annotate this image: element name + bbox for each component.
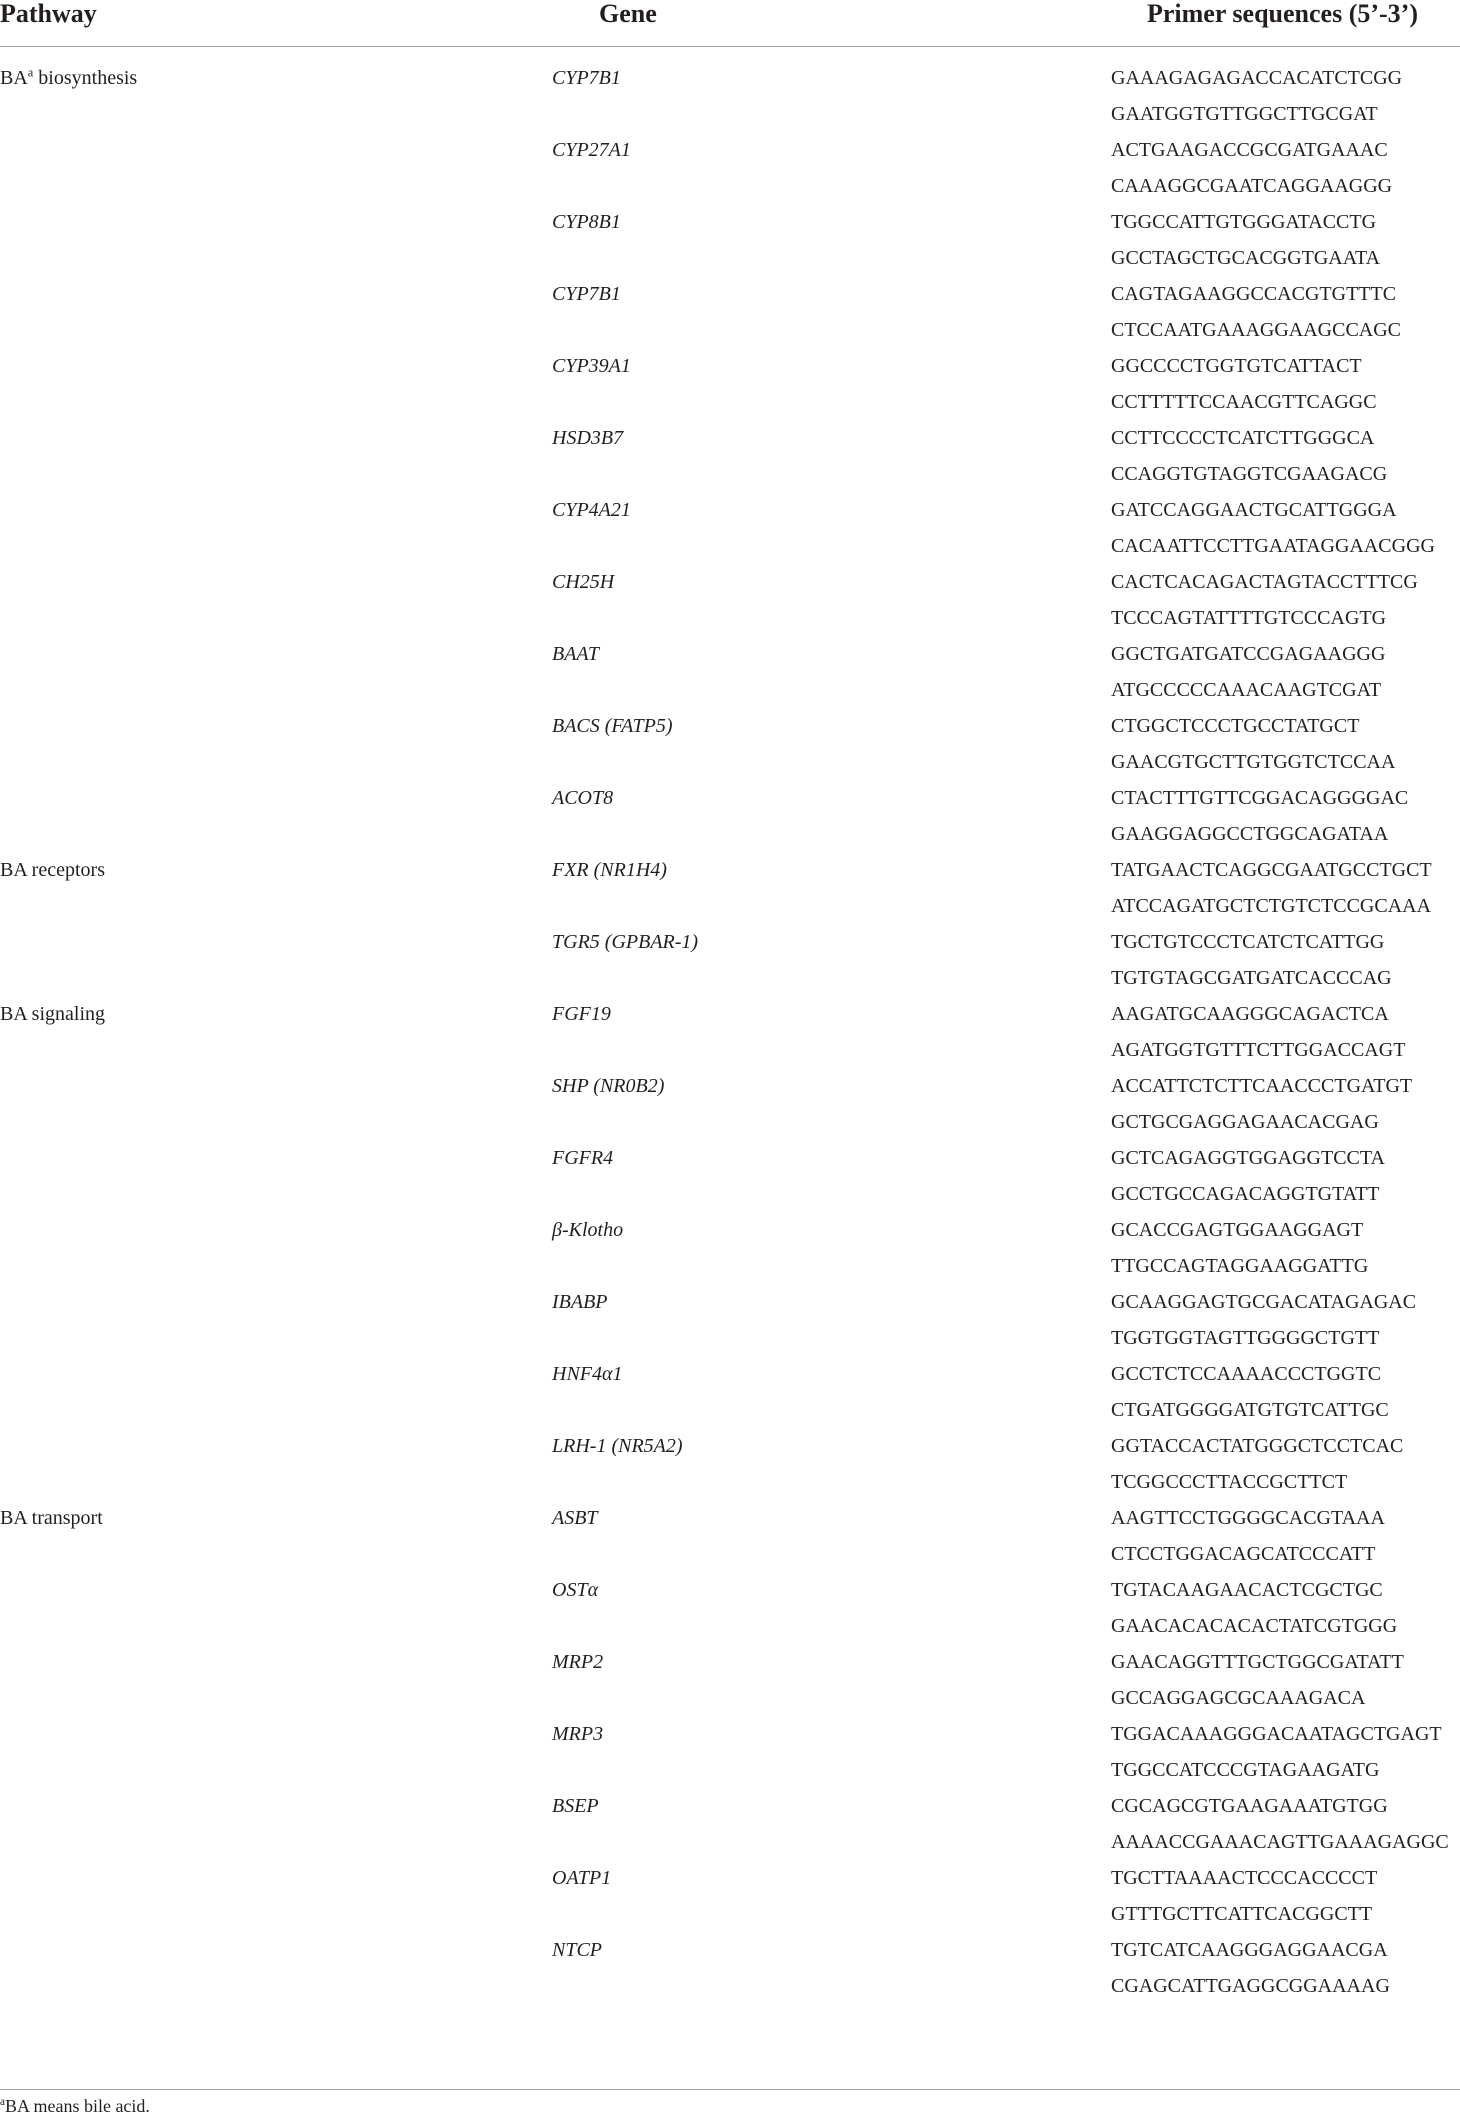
table-footnote — [0, 2095, 150, 2117]
reverse-primer: CTGATGGGGATGTGTCATTGC — [1111, 1399, 1389, 1421]
table-row — [0, 1356, 1460, 1428]
pathway-label: BA signaling — [0, 1003, 106, 1025]
table-body — [0, 60, 1460, 2004]
primer-pair — [1111, 1932, 1390, 2004]
primer-pair — [1111, 1140, 1385, 1212]
gene-name: CYP4A21 — [552, 499, 631, 521]
primer-pair — [1111, 1644, 1404, 1716]
primer-pair — [1111, 636, 1385, 708]
gene-name: BAAT — [552, 643, 600, 665]
primer-pair — [1111, 1284, 1416, 1356]
primer-pair — [1111, 1068, 1412, 1140]
reverse-primer: GTTTGCTTCATTCACGGCTT — [1111, 1903, 1373, 1925]
pathway-label-suffix: biosynthesis — [33, 67, 138, 89]
footnote-marker: a — [0, 2096, 5, 2108]
reverse-primer: TGGCCATCCCGTAGAAGATG — [1111, 1759, 1380, 1781]
table-row — [0, 636, 1460, 708]
reverse-primer: CTCCAATGAAAGGAAGCCAGC — [1111, 319, 1402, 341]
primer-pair — [1111, 1356, 1389, 1428]
table-row — [0, 348, 1460, 420]
gene-name: MRP3 — [552, 1723, 604, 1745]
table-row — [0, 1500, 1460, 1572]
header-gene: Gene — [599, 0, 657, 28]
primer-pair — [1111, 1788, 1449, 1860]
table-row — [0, 1068, 1460, 1140]
reverse-primer: CTCCTGGACAGCATCCCATT — [1111, 1543, 1376, 1565]
table-row — [0, 132, 1460, 204]
gene-name: IBABP — [552, 1291, 608, 1313]
reverse-primer: TCGGCCCTTACCGCTTCT — [1111, 1471, 1348, 1493]
table-row — [0, 1428, 1460, 1500]
pathway-label: BA transport — [0, 1507, 103, 1529]
gene-name: BACS (FATP5) — [552, 715, 673, 737]
primer-pair — [1111, 1500, 1385, 1572]
reverse-primer: TGGTGGTAGTTGGGGCTGTT — [1111, 1327, 1380, 1349]
pathway-cell — [0, 852, 105, 888]
table-row — [0, 1644, 1460, 1716]
table-row — [0, 60, 1460, 132]
table-row — [0, 492, 1460, 564]
forward-primer: ACTGAAGACCGCGATGAAAC — [1111, 139, 1388, 161]
table-row — [0, 204, 1460, 276]
table-row — [0, 1860, 1460, 1932]
gene-name: FGFR4 — [552, 1147, 614, 1169]
reverse-primer: TTGCCAGTAGGAAGGATTG — [1111, 1255, 1369, 1277]
gene-name: OATP1 — [552, 1867, 612, 1889]
forward-primer: GATCCAGGAACTGCATTGGGA — [1111, 499, 1397, 521]
reverse-primer: GCCAGGAGCGCAAAGACA — [1111, 1687, 1366, 1709]
forward-primer: CTACTTTGTTCGGACAGGGGAC — [1111, 787, 1409, 809]
reverse-primer: AAAACCGAAACAGTTGAAAGAGGC — [1111, 1831, 1449, 1853]
table-row — [0, 1932, 1460, 2004]
reverse-primer: GAACACACACACTATCGTGGG — [1111, 1615, 1398, 1637]
reverse-primer: GAAGGAGGCCTGGCAGATAA — [1111, 823, 1389, 845]
gene-name: FXR (NR1H4) — [552, 859, 667, 881]
primer-pair — [1111, 276, 1401, 348]
pathway-label: BA — [0, 67, 28, 89]
table-row — [0, 708, 1460, 780]
table-row — [0, 1716, 1460, 1788]
forward-primer: TGCTTAAAACTCCCACCCCT — [1111, 1867, 1378, 1889]
primer-pair — [1111, 924, 1392, 996]
forward-primer: GCAAGGAGTGCGACATAGAGAC — [1111, 1291, 1417, 1313]
forward-primer: CAGTAGAAGGCCACGTGTTTC — [1111, 283, 1397, 305]
forward-primer: TGTCATCAAGGGAGGAACGA — [1111, 1939, 1388, 1961]
primer-pair — [1111, 420, 1387, 492]
table-row — [0, 1284, 1460, 1356]
forward-primer: GCTCAGAGGTGGAGGTCCTA — [1111, 1147, 1385, 1169]
table-row — [0, 276, 1460, 348]
reverse-primer: GAATGGTGTTGGCTTGCGAT — [1111, 103, 1378, 125]
gene-name: LRH-1 (NR5A2) — [552, 1435, 683, 1457]
reverse-primer: CACAATTCCTTGAATAGGAACGGG — [1111, 535, 1435, 557]
reverse-primer: ATGCCCCCAAACAAGTCGAT — [1111, 679, 1382, 701]
forward-primer: GAACAGGTTTGCTGGCGATATT — [1111, 1651, 1404, 1673]
primer-pair — [1111, 1572, 1397, 1644]
gene-name: FGF19 — [552, 1003, 611, 1025]
reverse-primer: GCTGCGAGGAGAACACGAG — [1111, 1111, 1379, 1133]
forward-primer: AAGATGCAAGGGCAGACTCA — [1111, 1003, 1389, 1025]
gene-name: SHP (NR0B2) — [552, 1075, 665, 1097]
primer-pair — [1111, 1428, 1403, 1500]
primer-pair — [1111, 1212, 1368, 1284]
forward-primer: GGCCCCTGGTGTCATTACT — [1111, 355, 1362, 377]
gene-name: HSD3B7 — [552, 427, 624, 449]
forward-primer: GGCTGATGATCCGAGAAGGG — [1111, 643, 1386, 665]
forward-primer: CACTCACAGACTAGTACCTTTCG — [1111, 571, 1418, 593]
table-row — [0, 564, 1460, 636]
table-row — [0, 924, 1460, 996]
reverse-primer: AGATGGTGTTTCTTGGACCAGT — [1111, 1039, 1406, 1061]
header-pathway: Pathway — [0, 0, 97, 28]
forward-primer: GCACCGAGTGGAAGGAGT — [1111, 1219, 1364, 1241]
forward-primer: GCCTCTCCAAAACCCTGGTC — [1111, 1363, 1382, 1385]
reverse-primer: GAACGTGCTTGTGGTCTCCAA — [1111, 751, 1396, 773]
reverse-primer: GCCTGCCAGACAGGTGTATT — [1111, 1183, 1380, 1205]
forward-primer: GGTACCACTATGGGCTCCTCAC — [1111, 1435, 1404, 1457]
table-row — [0, 1572, 1460, 1644]
pathway-label: BA receptors — [0, 859, 105, 881]
footnote-text: BA means bile acid. — [4, 2096, 150, 2116]
primer-pair — [1111, 348, 1377, 420]
forward-primer: TGTACAAGAACACTCGCTGC — [1111, 1579, 1383, 1601]
table-row — [0, 1788, 1460, 1860]
gene-name: CYP7B1 — [552, 67, 621, 89]
gene-name: ACOT8 — [552, 787, 614, 809]
gene-name: CYP39A1 — [552, 355, 631, 377]
reverse-primer: ATCCAGATGCTCTGTCTCCGCAAA — [1111, 895, 1432, 917]
gene-name: ASBT — [552, 1507, 598, 1529]
forward-primer: CGCAGCGTGAAGAAATGTGG — [1111, 1795, 1388, 1817]
table-row — [0, 780, 1460, 852]
primer-pair — [1111, 564, 1418, 636]
primer-pair — [1111, 492, 1435, 564]
table-row — [0, 996, 1460, 1068]
pathway-cell — [0, 1500, 103, 1536]
gene-name: CYP27A1 — [552, 139, 631, 161]
forward-primer: GAAAGAGAGACCACATCTCGG — [1111, 67, 1403, 89]
primer-pair — [1111, 204, 1380, 276]
forward-primer: AAGTTCCTGGGGCACGTAAA — [1111, 1507, 1385, 1529]
forward-primer: TGCTGTCCCTCATCTCATTGG — [1111, 931, 1385, 953]
reverse-primer: TCCCAGTATTTTGTCCCAGTG — [1111, 607, 1387, 629]
pathway-cell — [0, 60, 137, 96]
primer-pair — [1111, 60, 1402, 132]
reverse-primer: GCCTAGCTGCACGGTGAATA — [1111, 247, 1381, 269]
primer-pair — [1111, 132, 1392, 204]
gene-name: MRP2 — [552, 1651, 604, 1673]
reverse-primer: CCAGGTGTAGGTCGAAGACG — [1111, 463, 1388, 485]
gene-name: TGR5 (GPBAR-1) — [552, 931, 699, 953]
gene-name: NTCP — [552, 1939, 603, 1961]
gene-name: CYP8B1 — [552, 211, 621, 233]
gene-name: β-Klotho — [552, 1219, 624, 1241]
pathway-cell — [0, 996, 105, 1032]
gene-name: OSTα — [552, 1579, 599, 1601]
forward-primer: TGGCCATTGTGGGATACCTG — [1111, 211, 1377, 233]
primer-pair — [1111, 708, 1395, 780]
reverse-primer: CGAGCATTGAGGCGGAAAAG — [1111, 1975, 1390, 1997]
primer-pair — [1111, 852, 1432, 924]
header-primer-sequences: Primer sequences (5’-3’) — [1147, 0, 1418, 28]
primer-pair — [1111, 1860, 1377, 1932]
gene-name: CH25H — [552, 571, 615, 593]
pathway-footnote-marker: a — [27, 65, 34, 80]
forward-primer: CCTTCCCCTCATCTTGGGCA — [1111, 427, 1375, 449]
forward-primer: CTGGCTCCCTGCCTATGCT — [1111, 715, 1360, 737]
table-row — [0, 1212, 1460, 1284]
gene-name: HNF4α1 — [552, 1363, 623, 1385]
primer-pair — [1111, 1716, 1442, 1788]
primer-pair — [1111, 780, 1408, 852]
forward-primer: TGGACAAAGGGACAATAGCTGAGT — [1111, 1723, 1442, 1745]
gene-name: CYP7B1 — [552, 283, 621, 305]
reverse-primer: TGTGTAGCGATGATCACCCAG — [1111, 967, 1392, 989]
table-bottom-rule — [0, 2089, 1460, 2090]
gene-name: BSEP — [552, 1795, 599, 1817]
reverse-primer: CAAAGGCGAATCAGGAAGGG — [1111, 175, 1393, 197]
reverse-primer: CCTTTTTCCAACGTTCAGGC — [1111, 391, 1377, 413]
table-row — [0, 1140, 1460, 1212]
table-row — [0, 420, 1460, 492]
forward-primer: TATGAACTCAGGCGAATGCCTGCT — [1111, 859, 1432, 881]
forward-primer: ACCATTCTCTTCAACCCTGATGT — [1111, 1075, 1413, 1097]
table-header — [0, 0, 1460, 47]
table-row — [0, 852, 1460, 924]
primer-pair — [1111, 996, 1405, 1068]
